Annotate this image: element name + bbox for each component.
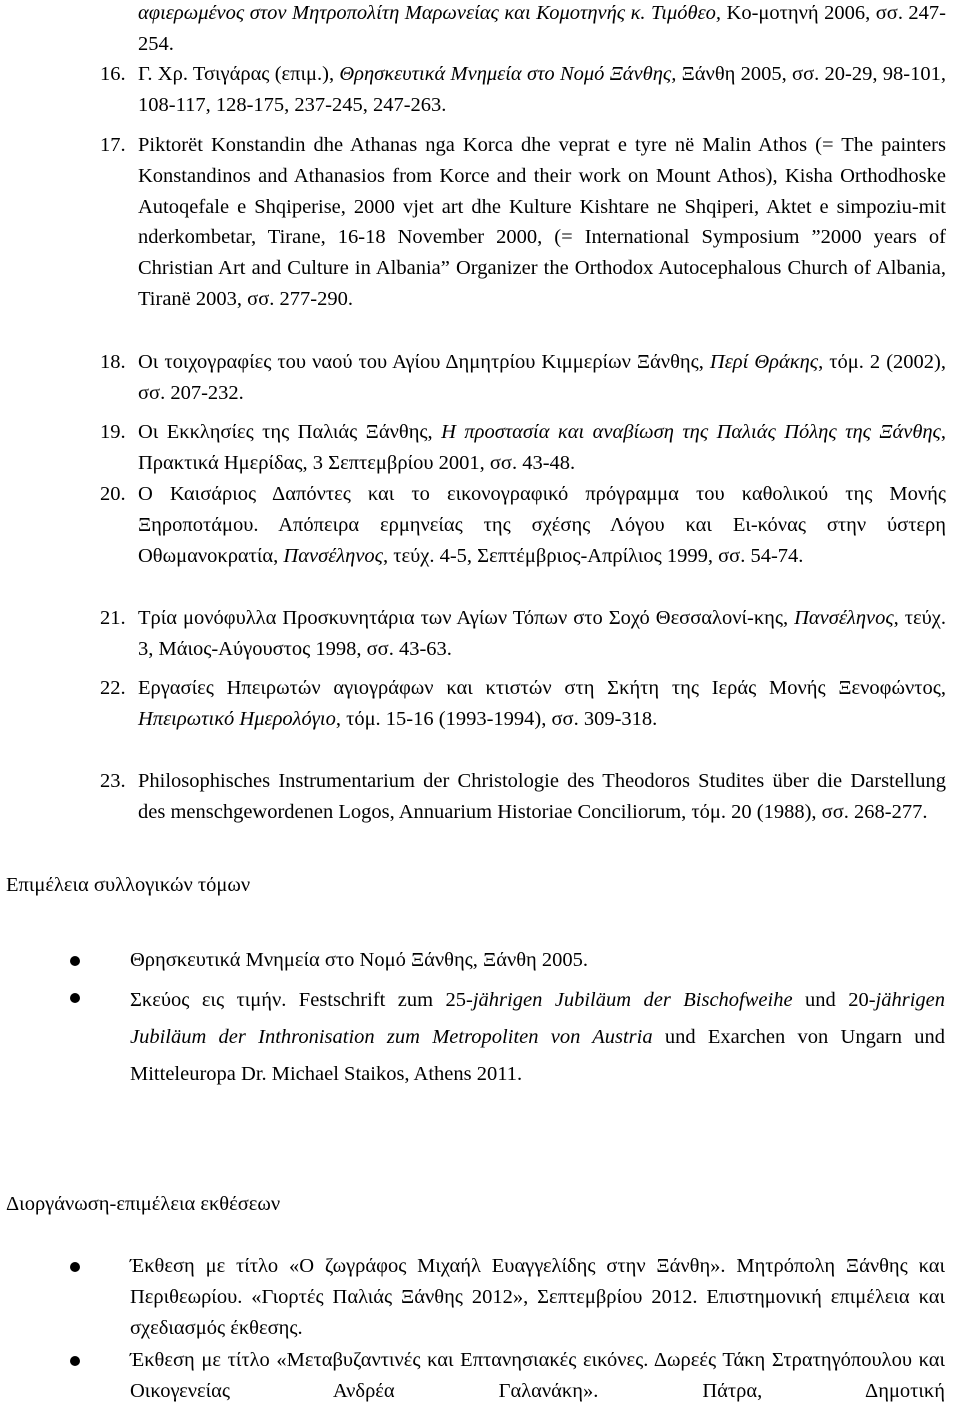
entry-italic: Περί Θράκης [703, 351, 819, 373]
entry-text [138, 347, 946, 409]
entry-italic: Πανσέληνος [788, 607, 894, 629]
section-heading-edited-volumes: Επιμέλεια συλλογικών τόμων [6, 874, 251, 896]
bullet-icon [70, 1262, 80, 1272]
entry-pre: Οι τοιχογραφίες του ναού του Αγίου Δημητρίου Κιμμερίων Ξάνθης, [138, 351, 704, 373]
entry-number: 21. [100, 607, 126, 629]
entry-post: Ξάνθη 2005, σσ. 20-29, 98-101, 108-117, 128-175, 237-245, 247-263. [138, 63, 946, 116]
entry-text: Philosophisches Instrumentarium der Christologie des Theodoros Studites über die Darstellung des menschgewordenen Logos, Annuarium Historiae Conciliorum, τόμ. 20 (1988), σσ. 268-277. [138, 770, 946, 823]
entry-text [138, 603, 946, 665]
entry-post: , Πρακτικά Ημερίδας, 3 Σεπτεμβρίου 2001, σσ. 43-48. [138, 421, 947, 474]
entry-italic-title: αφιερωμένος στον Μητροπολίτη Μαρωνείας και Κομοτηνής κ. Τιμόθεο, [138, 2, 722, 24]
entry-text [138, 59, 946, 121]
entry-post: , τεύχ. 3, Μάιος-Αύγουστος 1998, σσ. 43-63. [138, 607, 946, 660]
entry-post: , τόμ. 15-16 (1993-1994), σσ. 309-318. [335, 707, 658, 730]
bullet-icon [70, 1356, 80, 1366]
entry-text [138, 479, 946, 571]
entry-italic: Η προστασία και αναβίωση της Παλιάς Πόλης της Ξάνθης [432, 421, 941, 443]
bibliography-entry-15-continued [138, 0, 946, 60]
entry-pre: Οι Εκκλησίες της Παλιάς Ξάνθης, [138, 421, 433, 443]
entry-post: , τόμ. 2 (2002), σσ. 207-232. [138, 351, 946, 404]
entry-text [138, 417, 946, 479]
entry-italic: Θρησκευτικά Μνημεία στο Νομό Ξάνθης, [334, 63, 677, 85]
entry-text: Piktorët Konstandin dhe Athanas nga Korca dhe veprat e tyre në Malin Athos (= The painters Konstandinos and Athanasios from Korce and their work on Mount Athos), Kisha Orthodhoske Autoqefale e Shqiperise, 2000 vjet art dhe Kulture Kishtare ne Shqiperi, Aktet e simpoziu-mit nderkombetar, Tirane, 16-18 November 2000, (= International Symposium ”2000 years of Christian Art and Culture in Albania” Organizer the Orthodox Autocephalous Church of Albania, Tiranë 2003, σσ. 277-290. [138, 134, 946, 310]
entry-post: , τεύχ. 4-5, Σεπτέμβριος-Απρίλιος 1999, σσ. 54-74. [383, 544, 804, 567]
entry-italic: Ηπειρωτικό Ημερολόγιο [138, 707, 336, 730]
entry-number: 23. [100, 770, 126, 792]
item-pre: Σκεύος εις τιμήν. Festschrift zum 25- [130, 989, 473, 1011]
entry-number: 20. [100, 483, 126, 505]
entry-text: Κο-μοτηνή 2006, σσ. 247-254. [138, 2, 947, 55]
entry-pre: Τρία μονόφυλλα Προσκυνητάρια των Αγίων Τόπων στο Σοχό Θεσσαλονί-κης, [138, 607, 789, 629]
item-mid: und 20- [792, 989, 876, 1011]
section-heading-exhibitions: Διοργάνωση-επιμέλεια εκθέσεων [6, 1193, 281, 1215]
item-italic: jährigen Jubiläum der Inthronisation zum Metropoliten von Austria [130, 989, 946, 1048]
entry-pre: Εργασίες Ηπειρωτών αγιογράφων και κτιστών στη Σκήτη της Ιεράς Μονής Ξενοφώντος, [138, 677, 946, 699]
bullet-icon [70, 993, 80, 1003]
entry-pre: Ο Καισάριος Δαπόντες και το εικονογραφικό πρόγραμμα του καθολικού της Μονής Ξηροποτάμου. Απόπειρα ερμηνείας της σχέσης Λόγου και Ει-κόνας στην ύστερη Οθωμανοκρατία, [138, 483, 946, 567]
entry-number: 16. [100, 63, 126, 85]
edited-volume-item [130, 982, 945, 1093]
edited-volume-item: Θρησκευτικά Μνημεία στο Νομό Ξάνθης, Ξάνθη 2005. [130, 949, 589, 971]
exhibition-item: Έκθεση με τίτλο «Μεταβυζαντινές και Επτανησιακές εικόνες. Δωρεές Τάκη Στρατηγόπουλου και Οικογενείας Ανδρέα Γαλανάκη». Πάτρα, Δημοτική [130, 1349, 945, 1402]
entry-number: 19. [100, 421, 126, 443]
entry-number: 17. [100, 134, 126, 156]
entry-pre: Γ. Χρ. Τσιγάρας (επιμ.), [138, 63, 335, 85]
item-italic: jährigen Jubiläum der Bischofweihe [472, 989, 793, 1011]
entry-italic: Πανσέληνος [278, 544, 383, 567]
entry-text [138, 673, 946, 735]
exhibition-item: Έκθεση με τίτλο «Ο ζωγράφος Μιχαήλ Ευαγγελίδης στην Ξάνθη». Μητρόπολη Ξάνθης και Περιθεωρίου. «Γιορτές Παλιάς Ξάνθης 2012», Σεπτεμβρίου 2012. Επιστημονική επιμέλεια και σχεδιασμός έκθεσης. [130, 1255, 945, 1339]
item-post: und Exarchen von Ungarn und Mitteleuropa Dr. Michael Staikos, Athens 2011. [130, 1026, 945, 1085]
entry-number: 22. [100, 677, 126, 699]
entry-number: 18. [100, 351, 126, 373]
bullet-icon [70, 956, 80, 966]
